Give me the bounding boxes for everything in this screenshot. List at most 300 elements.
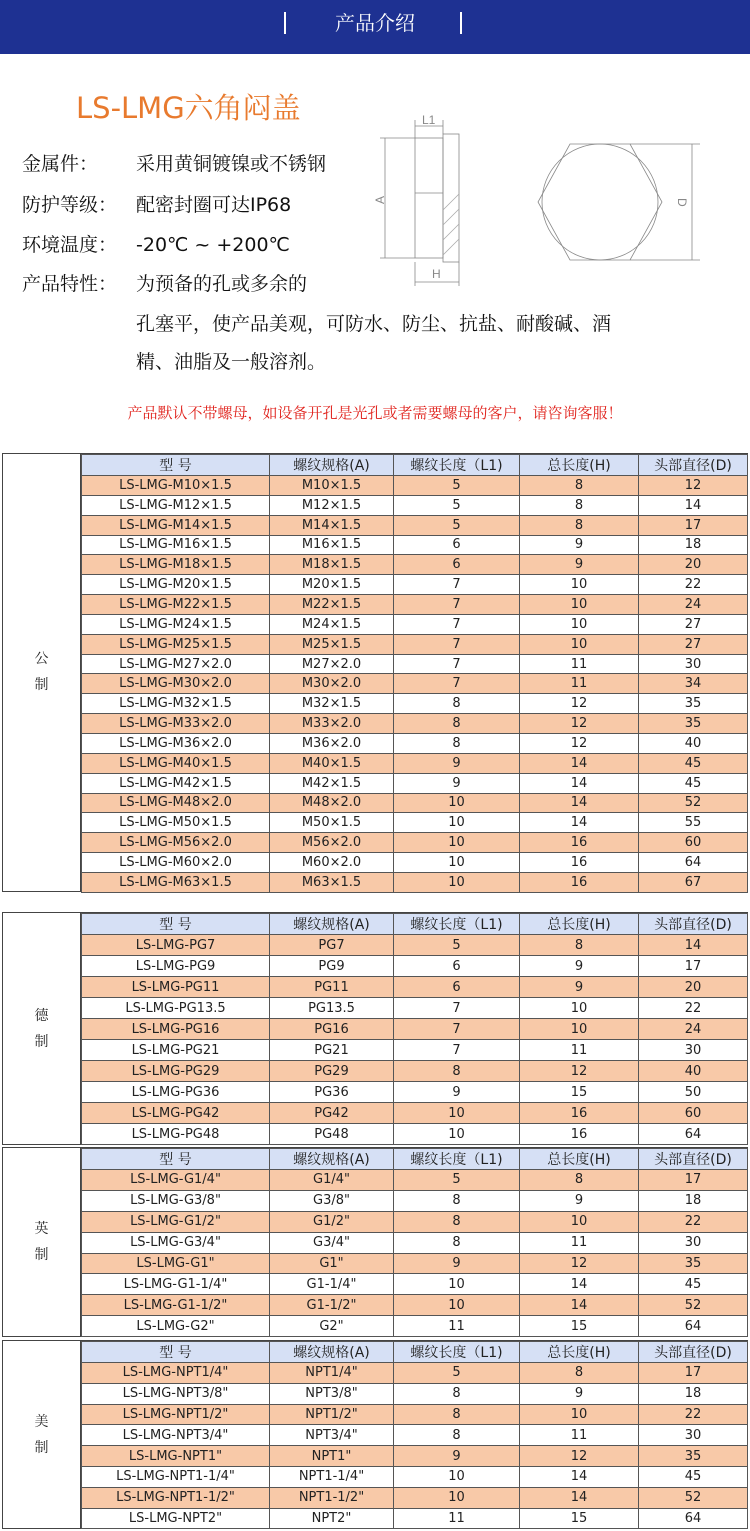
table-row [82, 977, 748, 998]
table-row [82, 998, 748, 1019]
table-cell: 10 [394, 833, 520, 853]
table-cell: 10 [394, 1295, 520, 1316]
table-cell: LS-LMG-NPT1-1/2" [82, 1487, 270, 1508]
table-cell: LS-LMG-PG9 [82, 956, 270, 977]
table-cell: 20 [639, 555, 748, 575]
table-cell: LS-LMG-NPT1" [82, 1446, 270, 1467]
table-cell: LS-LMG-M63×1.5 [82, 872, 270, 892]
spec-table [81, 1148, 748, 1337]
spec-feature-cont: 孔塞平，使产品美观，可防水、防尘、抗盐、耐酸碱、酒 [136, 313, 612, 335]
table-cell: M56×2.0 [270, 833, 394, 853]
table-cell: M48×2.0 [270, 793, 394, 813]
table-cell: NPT2" [270, 1508, 394, 1529]
table-row [82, 956, 748, 977]
table-cell: 67 [639, 872, 748, 892]
table-row [82, 1295, 748, 1316]
table-cell: 11 [520, 1425, 639, 1446]
table-row [82, 614, 748, 634]
table-cell: M30×2.0 [270, 674, 394, 694]
table-cell: 17 [639, 1170, 748, 1191]
section-label: 德 制 [3, 913, 81, 1144]
table-cell: 8 [520, 515, 639, 535]
table-cell: LS-LMG-PG11 [82, 977, 270, 998]
table-cell: 14 [520, 1295, 639, 1316]
table-cell: LS-LMG-M48×2.0 [82, 793, 270, 813]
table-row [82, 833, 748, 853]
column-header: 头部直径(D) [639, 914, 748, 935]
table-row [82, 476, 748, 496]
table-row [82, 555, 748, 575]
divider [284, 12, 286, 34]
table-cell: 64 [639, 853, 748, 873]
table-row [82, 495, 748, 515]
table-cell: 9 [394, 773, 520, 793]
table-cell: M42×1.5 [270, 773, 394, 793]
top-view [538, 144, 700, 260]
table-cell: 30 [639, 1040, 748, 1061]
section-banner [0, 0, 750, 54]
table-cell: 10 [394, 1274, 520, 1295]
table-cell: 27 [639, 614, 748, 634]
table-cell: 7 [394, 634, 520, 654]
table-cell: 10 [520, 614, 639, 634]
table-row [82, 935, 748, 956]
table-cell: 34 [639, 674, 748, 694]
column-header: 总长度(H) [520, 914, 639, 935]
table-cell: 5 [394, 495, 520, 515]
table-cell: 9 [394, 753, 520, 773]
table-cell: 10 [520, 575, 639, 595]
table-cell: NPT3/4" [270, 1425, 394, 1446]
table-cell: 9 [394, 1082, 520, 1103]
table-cell: 64 [639, 1316, 748, 1337]
table-cell: 16 [520, 1103, 639, 1124]
spec-section [2, 1147, 748, 1337]
column-header: 型 号 [82, 914, 270, 935]
table-cell: 6 [394, 956, 520, 977]
table-cell: PG36 [270, 1082, 394, 1103]
table-row [82, 714, 748, 734]
table-cell: 14 [520, 1274, 639, 1295]
column-header: 总长度(H) [520, 1149, 639, 1170]
table-cell: LS-LMG-G2" [82, 1316, 270, 1337]
table-row [82, 1040, 748, 1061]
table-cell: LS-LMG-M10×1.5 [82, 476, 270, 496]
table-cell: 22 [639, 1404, 748, 1425]
table-row [82, 1170, 748, 1191]
table-cell: 8 [394, 1061, 520, 1082]
table-cell: 8 [520, 935, 639, 956]
table-row [82, 654, 748, 674]
table-row [82, 1019, 748, 1040]
table-cell: 24 [639, 1019, 748, 1040]
column-header: 螺纹规格(A) [270, 455, 394, 476]
table-cell: LS-LMG-M42×1.5 [82, 773, 270, 793]
table-cell: NPT1/4" [270, 1363, 394, 1384]
table-cell: 10 [394, 1124, 520, 1145]
table-row [82, 575, 748, 595]
table-cell: 10 [394, 1103, 520, 1124]
column-header: 总长度(H) [520, 455, 639, 476]
table-cell: M12×1.5 [270, 495, 394, 515]
table-cell: 24 [639, 595, 748, 615]
table-cell: 8 [520, 1363, 639, 1384]
table-cell: 11 [520, 1232, 639, 1253]
column-header: 螺纹规格(A) [270, 914, 394, 935]
table-cell: 14 [520, 793, 639, 813]
table-cell: LS-LMG-M22×1.5 [82, 595, 270, 615]
table-cell: 8 [520, 476, 639, 496]
table-row [82, 1383, 748, 1404]
table-cell: LS-LMG-PG21 [82, 1040, 270, 1061]
table-cell: G1-1/2" [270, 1295, 394, 1316]
table-cell: M18×1.5 [270, 555, 394, 575]
table-cell: 52 [639, 1487, 748, 1508]
table-cell: PG9 [270, 956, 394, 977]
spec-section [2, 912, 748, 1145]
spec-feature-cont: 精、油脂及一般溶剂。 [136, 351, 327, 373]
table-cell: LS-LMG-G3/8" [82, 1190, 270, 1211]
table-cell: 60 [639, 1103, 748, 1124]
table-cell: M24×1.5 [270, 614, 394, 634]
column-header: 型 号 [82, 455, 270, 476]
table-cell: 10 [520, 595, 639, 615]
table-cell: PG16 [270, 1019, 394, 1040]
table-cell: LS-LMG-M60×2.0 [82, 853, 270, 873]
table-cell: M25×1.5 [270, 634, 394, 654]
table-cell: 8 [394, 1425, 520, 1446]
table-cell: LS-LMG-G3/4" [82, 1232, 270, 1253]
column-header: 螺纹规格(A) [270, 1149, 394, 1170]
table-cell: LS-LMG-G1/2" [82, 1211, 270, 1232]
table-cell: M22×1.5 [270, 595, 394, 615]
table-cell: 8 [394, 1211, 520, 1232]
table-row [82, 515, 748, 535]
table-cell: LS-LMG-G1-1/2" [82, 1295, 270, 1316]
table-cell: NPT1-1/4" [270, 1466, 394, 1487]
table-cell: LS-LMG-NPT1/2" [82, 1404, 270, 1425]
table-cell: LS-LMG-PG42 [82, 1103, 270, 1124]
table-row [82, 1425, 748, 1446]
table-cell: 7 [394, 595, 520, 615]
table-cell: M40×1.5 [270, 753, 394, 773]
spec-protection: 防护等级： 配密封圈可达IP68 [22, 194, 292, 216]
table-row [82, 535, 748, 555]
table-cell: 50 [639, 1082, 748, 1103]
table-cell: M14×1.5 [270, 515, 394, 535]
table-cell: LS-LMG-G1-1/4" [82, 1274, 270, 1295]
column-header: 总长度(H) [520, 1342, 639, 1363]
table-row [82, 1211, 748, 1232]
table-cell: 27 [639, 634, 748, 654]
table-cell: M33×2.0 [270, 714, 394, 734]
svg-text:H: H [432, 267, 441, 281]
table-row [82, 793, 748, 813]
table-header-row [82, 1342, 748, 1363]
spec-table [81, 913, 748, 1145]
table-cell: 30 [639, 1232, 748, 1253]
table-row [82, 1404, 748, 1425]
table-cell: 7 [394, 654, 520, 674]
table-cell: LS-LMG-M36×2.0 [82, 733, 270, 753]
table-cell: LS-LMG-NPT1-1/4" [82, 1466, 270, 1487]
table-cell: 9 [394, 1253, 520, 1274]
table-cell: LS-LMG-M50×1.5 [82, 813, 270, 833]
table-cell: 10 [394, 793, 520, 813]
table-cell: 10 [394, 813, 520, 833]
table-cell: 5 [394, 476, 520, 496]
spec-material: 金属件： 采用黄铜镀镍或不锈钢 [22, 153, 327, 175]
table-cell: PG11 [270, 977, 394, 998]
table-cell: 64 [639, 1508, 748, 1529]
svg-text:A: A [373, 195, 387, 204]
table-cell: 55 [639, 813, 748, 833]
table-row [82, 1253, 748, 1274]
table-cell: 11 [394, 1316, 520, 1337]
table-cell: 8 [394, 1383, 520, 1404]
table-cell: 45 [639, 1466, 748, 1487]
table-cell: M27×2.0 [270, 654, 394, 674]
column-header: 螺纹长度（L1) [394, 914, 520, 935]
table-cell: 9 [520, 535, 639, 555]
table-cell: 9 [394, 1446, 520, 1467]
table-cell: LS-LMG-NPT1/4" [82, 1363, 270, 1384]
table-cell: LS-LMG-PG36 [82, 1082, 270, 1103]
table-cell: PG21 [270, 1040, 394, 1061]
table-cell: 17 [639, 956, 748, 977]
table-row [82, 1082, 748, 1103]
table-cell: 52 [639, 793, 748, 813]
table-cell: 9 [520, 555, 639, 575]
table-cell: LS-LMG-NPT2" [82, 1508, 270, 1529]
table-cell: 15 [520, 1082, 639, 1103]
table-cell: 8 [394, 733, 520, 753]
table-cell: 5 [394, 935, 520, 956]
section-label: 美 制 [3, 1341, 81, 1528]
table-row [82, 1103, 748, 1124]
table-cell: PG29 [270, 1061, 394, 1082]
divider [460, 12, 462, 34]
table-cell: M63×1.5 [270, 872, 394, 892]
spec-table [81, 1341, 748, 1529]
table-cell: G3/4" [270, 1232, 394, 1253]
table-row [82, 1061, 748, 1082]
table-cell: 12 [520, 1061, 639, 1082]
table-cell: M20×1.5 [270, 575, 394, 595]
table-cell: 18 [639, 535, 748, 555]
spec-table [81, 454, 748, 893]
table-cell: 5 [394, 515, 520, 535]
table-cell: 6 [394, 977, 520, 998]
table-cell: LS-LMG-PG48 [82, 1124, 270, 1145]
table-cell: 8 [394, 694, 520, 714]
table-cell: 17 [639, 1363, 748, 1384]
table-cell: LS-LMG-M40×1.5 [82, 753, 270, 773]
table-cell: 12 [639, 476, 748, 496]
table-cell: G1/4" [270, 1170, 394, 1191]
spec-section [2, 1340, 748, 1529]
table-cell: 6 [394, 555, 520, 575]
table-cell: 18 [639, 1190, 748, 1211]
column-header: 头部直径(D) [639, 1149, 748, 1170]
table-row [82, 872, 748, 892]
table-cell: 5 [394, 1170, 520, 1191]
table-row [82, 595, 748, 615]
table-cell: 7 [394, 614, 520, 634]
table-cell: M60×2.0 [270, 853, 394, 873]
table-cell: LS-LMG-M18×1.5 [82, 555, 270, 575]
table-cell: 35 [639, 1253, 748, 1274]
table-cell: 52 [639, 1295, 748, 1316]
table-cell: NPT1-1/2" [270, 1487, 394, 1508]
table-row [82, 773, 748, 793]
table-cell: 8 [394, 1232, 520, 1253]
table-row [82, 1124, 748, 1145]
table-cell: 14 [520, 813, 639, 833]
table-cell: 22 [639, 575, 748, 595]
table-cell: NPT3/8" [270, 1383, 394, 1404]
table-cell: LS-LMG-M32×1.5 [82, 694, 270, 714]
table-cell: 14 [520, 1487, 639, 1508]
table-cell: LS-LMG-M12×1.5 [82, 495, 270, 515]
column-header: 螺纹规格(A) [270, 1342, 394, 1363]
table-cell: 14 [520, 773, 639, 793]
table-cell: 12 [520, 1253, 639, 1274]
table-cell: G2" [270, 1316, 394, 1337]
section-label: 公 制 [3, 454, 81, 891]
table-cell: 8 [394, 714, 520, 734]
table-cell: 60 [639, 833, 748, 853]
table-cell: 10 [394, 853, 520, 873]
dimension-diagram [370, 110, 710, 290]
table-cell: 30 [639, 1425, 748, 1446]
table-cell: G1/2" [270, 1211, 394, 1232]
table-cell: LS-LMG-M30×2.0 [82, 674, 270, 694]
product-title: LS-LMG六角闷盖 [76, 91, 301, 125]
table-row [82, 1508, 748, 1529]
table-cell: LS-LMG-M16×1.5 [82, 535, 270, 555]
table-cell: LS-LMG-PG29 [82, 1061, 270, 1082]
table-cell: LS-LMG-M33×2.0 [82, 714, 270, 734]
table-cell: 45 [639, 773, 748, 793]
table-cell: 40 [639, 1061, 748, 1082]
table-cell: 35 [639, 1446, 748, 1467]
table-cell: 9 [520, 956, 639, 977]
table-cell: 10 [520, 1019, 639, 1040]
side-view [373, 113, 459, 286]
table-cell: 14 [639, 495, 748, 515]
table-header-row [82, 1149, 748, 1170]
column-header: 螺纹长度（L1) [394, 1342, 520, 1363]
banner-title: 产品介绍 [335, 11, 415, 35]
spec-temperature: 环境温度： -20℃ ~ +200℃ [22, 234, 290, 256]
table-cell: 16 [520, 872, 639, 892]
table-row [82, 1487, 748, 1508]
table-cell: 20 [639, 977, 748, 998]
table-cell: LS-LMG-M14×1.5 [82, 515, 270, 535]
table-cell: 35 [639, 714, 748, 734]
table-cell: G1-1/4" [270, 1274, 394, 1295]
table-row [82, 1274, 748, 1295]
table-cell: PG7 [270, 935, 394, 956]
table-cell: 14 [639, 935, 748, 956]
table-cell: 64 [639, 1124, 748, 1145]
table-cell: 14 [520, 753, 639, 773]
table-cell: 11 [520, 1040, 639, 1061]
table-cell: 7 [394, 575, 520, 595]
svg-text:D: D [675, 198, 689, 207]
table-cell: M10×1.5 [270, 476, 394, 496]
table-cell: 10 [520, 634, 639, 654]
spec-section [2, 453, 748, 892]
table-cell: 45 [639, 753, 748, 773]
table-cell: 15 [520, 1316, 639, 1337]
notice-text: 产品默认不带螺母，如设备开孔是光孔或者需要螺母的客户，请咨询客服！ [127, 404, 623, 422]
table-row [82, 853, 748, 873]
table-cell: 11 [520, 674, 639, 694]
column-header: 头部直径(D) [639, 1342, 748, 1363]
table-cell: 35 [639, 694, 748, 714]
table-row [82, 1466, 748, 1487]
table-cell: LS-LMG-G1/4" [82, 1170, 270, 1191]
table-cell: 30 [639, 654, 748, 674]
table-cell: 9 [520, 1383, 639, 1404]
table-cell: 16 [520, 853, 639, 873]
table-cell: 18 [639, 1383, 748, 1404]
table-cell: 7 [394, 1019, 520, 1040]
column-header: 螺纹长度（L1) [394, 1149, 520, 1170]
table-cell: 10 [394, 1466, 520, 1487]
table-cell: LS-LMG-M20×1.5 [82, 575, 270, 595]
table-row [82, 1232, 748, 1253]
table-cell: 12 [520, 733, 639, 753]
table-cell: 8 [394, 1404, 520, 1425]
table-cell: 40 [639, 733, 748, 753]
table-cell: 9 [520, 1190, 639, 1211]
table-cell: 8 [394, 1190, 520, 1211]
table-cell: 45 [639, 1274, 748, 1295]
table-cell: 8 [520, 1170, 639, 1191]
table-cell: 12 [520, 1446, 639, 1467]
table-cell: PG48 [270, 1124, 394, 1145]
table-row [82, 733, 748, 753]
table-cell: LS-LMG-PG7 [82, 935, 270, 956]
table-cell: G1" [270, 1253, 394, 1274]
table-cell: LS-LMG-NPT3/8" [82, 1383, 270, 1404]
table-cell: 6 [394, 535, 520, 555]
table-cell: M50×1.5 [270, 813, 394, 833]
table-cell: 7 [394, 998, 520, 1019]
table-cell: PG42 [270, 1103, 394, 1124]
table-cell: 10 [520, 998, 639, 1019]
table-cell: 8 [520, 495, 639, 515]
column-header: 型 号 [82, 1149, 270, 1170]
table-cell: 11 [394, 1508, 520, 1529]
table-cell: 10 [520, 1404, 639, 1425]
table-cell: LS-LMG-M25×1.5 [82, 634, 270, 654]
table-cell: 7 [394, 1040, 520, 1061]
table-cell: 16 [520, 1124, 639, 1145]
spec-feature: 产品特性： 为预备的孔或多余的 [22, 273, 308, 295]
table-cell: 15 [520, 1508, 639, 1529]
table-row [82, 753, 748, 773]
table-row [82, 1190, 748, 1211]
table-row [82, 694, 748, 714]
table-cell: M36×2.0 [270, 733, 394, 753]
table-cell: 10 [394, 872, 520, 892]
table-cell: LS-LMG-PG16 [82, 1019, 270, 1040]
table-cell: M32×1.5 [270, 694, 394, 714]
